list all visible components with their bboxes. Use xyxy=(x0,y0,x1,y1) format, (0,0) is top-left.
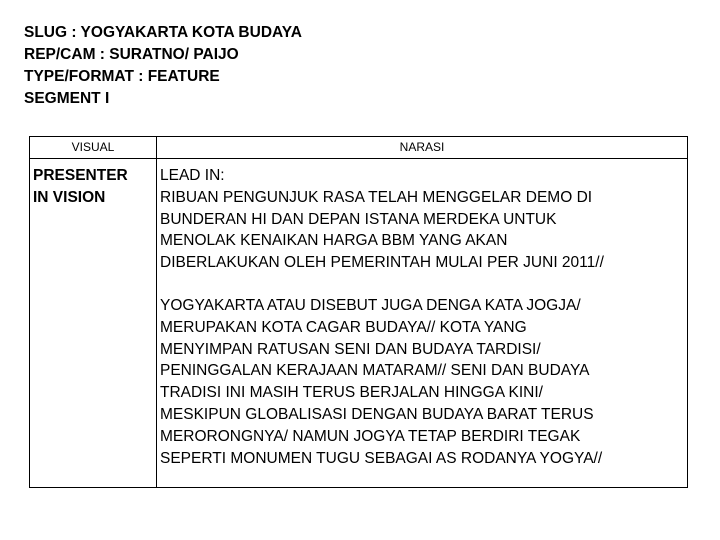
narasi-line: LEAD IN: xyxy=(160,167,225,184)
visual-column-header: VISUAL xyxy=(71,140,115,154)
narasi-paragraph-2 xyxy=(160,295,683,469)
narasi-line: MERUPAKAN KOTA CAGAR BUDAYA// KOTA YANG xyxy=(160,318,527,336)
narasi-line: MENYIMPAN RATUSAN SENI DAN BUDAYA TARDISI/ xyxy=(160,340,541,358)
narasi-line: MENOLAK KENAIKAN HARGA BBM YANG AKAN xyxy=(160,232,508,250)
slug-line: SLUG : YOGYAKARTA KOTA BUDAYA xyxy=(24,24,302,41)
narasi-column-header: NARASI xyxy=(399,140,445,154)
narasi-line: BUNDERAN HI DAN DEPAN ISTANA MERDEKA UNTUK xyxy=(160,210,557,228)
narasi-line: SEPERTI MONUMEN TUGU SEBAGAI AS RODANYA YOGYA// xyxy=(160,449,603,467)
column-divider xyxy=(156,137,157,487)
script-header xyxy=(24,22,302,110)
script-table xyxy=(29,136,688,488)
visual-line: PRESENTER xyxy=(33,167,128,184)
narasi-line: YOGYAKARTA ATAU DISEBUT JUGA DENGA KATA JOGJA/ xyxy=(160,296,581,314)
visual-line: IN VISION xyxy=(33,189,106,206)
narasi-cell xyxy=(160,165,683,469)
header-row-divider xyxy=(30,158,687,159)
type-format-line: TYPE/FORMAT : FEATURE xyxy=(24,68,220,85)
narasi-line: MESKIPUN GLOBALISASI DENGAN BUDAYA BARAT TERUS xyxy=(160,405,594,423)
rep-cam-line: REP/CAM : SURATNO/ PAIJO xyxy=(24,46,239,63)
narasi-line: RIBUAN PENGUNJUK RASA TELAH MENGGELAR DEMO DI xyxy=(160,188,593,206)
segment-line: SEGMENT I xyxy=(24,90,110,107)
narasi-line: PENINGGALAN KERAJAAN MATARAM// SENI DAN BUDAYA xyxy=(160,362,590,380)
visual-cell xyxy=(33,165,155,209)
narasi-line: MERORONGNYA/ NAMUN JOGYA TETAP BERDIRI TEGAK xyxy=(160,427,581,445)
paragraph-gap xyxy=(160,274,683,295)
narasi-paragraph-1 xyxy=(160,165,683,274)
narasi-line: DIBERLAKUKAN OLEH PEMERINTAH MULAI PER JUNI 2011// xyxy=(160,254,604,272)
narasi-line: TRADISI INI MASIH TERUS BERJALAN HINGGA KINI/ xyxy=(160,384,543,402)
